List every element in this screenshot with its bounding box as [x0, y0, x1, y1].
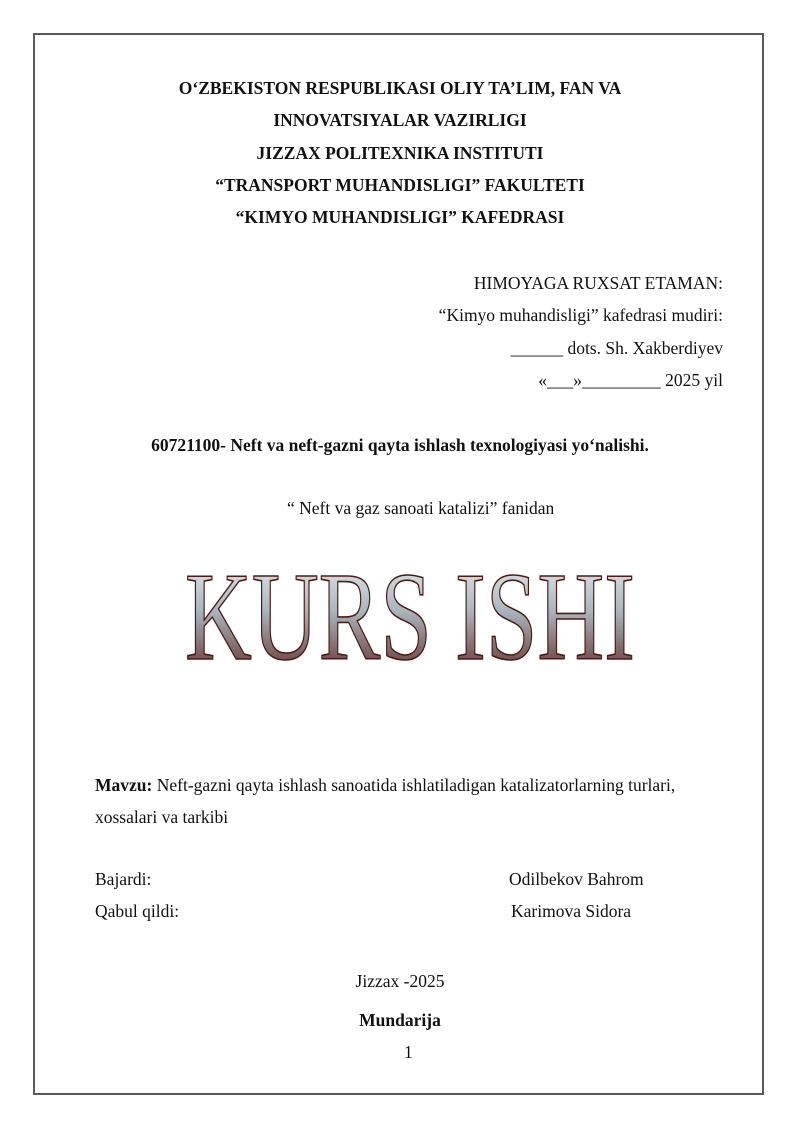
institute-name: JIZZAX POLITEXNIKA INSTITUTI	[256, 143, 544, 163]
ministry-line-2: INNOVATSIYALAR VAZIRLIGI	[273, 110, 527, 130]
accepted-by-name: Karimova Sidora	[511, 901, 632, 921]
topic-text: Neft-gazni qayta ishlash sanoatida ishlatiladigan katalizatorlarning turlari, xossalari va tarkibi	[95, 775, 676, 827]
approval-position: “Kimyo muhandisligi” kafedrasi mudiri:	[438, 305, 723, 325]
approval-date: «___»_________ 2025 yil	[538, 370, 723, 390]
contents-heading: Mundarija	[359, 1010, 441, 1030]
wordart-svg	[180, 548, 640, 687]
course-work-wordart	[180, 548, 640, 687]
faculty-name: “TRANSPORT MUHANDISLIGI” FAKULTETI	[215, 175, 585, 195]
wordart-text: KURS ISHI	[185, 548, 635, 687]
department-name: “KIMYO MUHANDISLIGI” KAFEDRASI	[235, 207, 565, 227]
city-year: Jizzax -2025	[355, 971, 445, 991]
done-by-name: Odilbekov Bahrom	[509, 869, 644, 889]
accepted-by-label: Qabul qildi:	[95, 901, 180, 921]
topic-label: Mavzu:	[95, 775, 153, 795]
approval-signer: ______ dots. Sh. Xakberdiyev	[510, 338, 723, 358]
ministry-line-1: O‘ZBEKISTON RESPUBLIKASI OLIY TA’LIM, FAN VA	[178, 78, 622, 98]
done-by-label: Bajardi:	[95, 869, 152, 889]
topic-paragraph	[95, 769, 735, 833]
subject-line: “ Neft va gaz sanoati katalizi” fanidan	[287, 498, 555, 518]
specialty-line: 60721100- Neft va neft-gazni qayta ishlash texnologiyasi yo‘nalishi.	[151, 435, 649, 455]
approval-title: HIMOYAGA RUXSAT ETAMAN:	[473, 273, 723, 293]
page-number: 1	[404, 1042, 413, 1062]
